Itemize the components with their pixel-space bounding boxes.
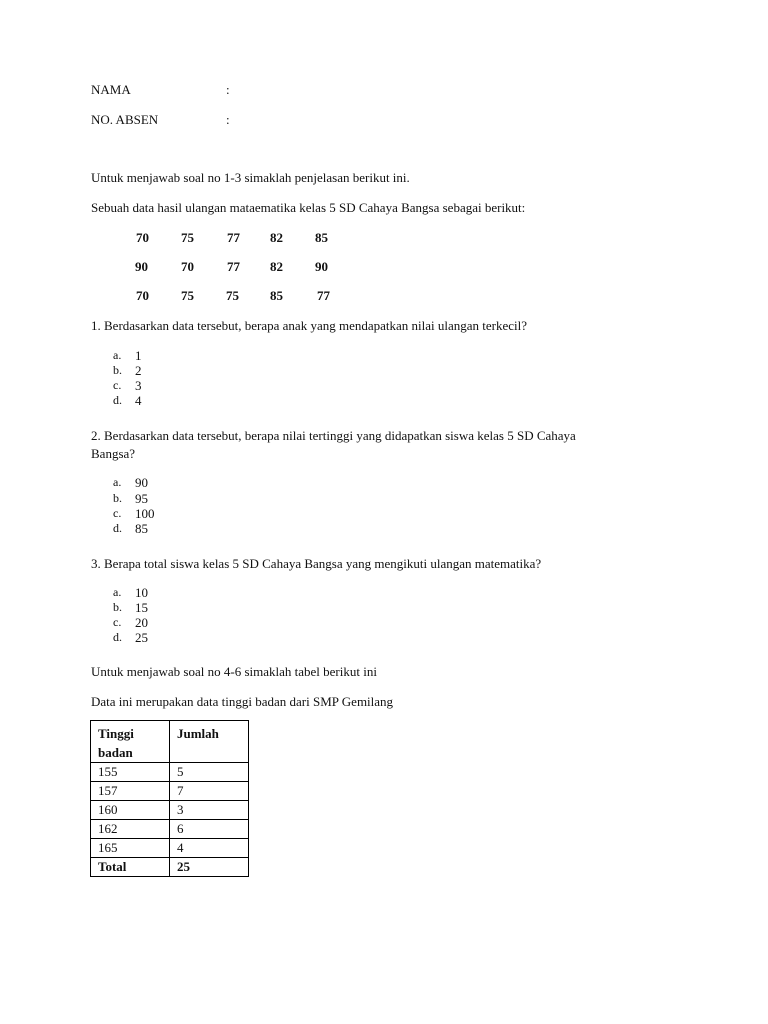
score-cell: 90 bbox=[135, 259, 148, 274]
score-cell: 77 bbox=[227, 230, 240, 245]
score-cell: 82 bbox=[270, 230, 283, 245]
score-cell: 75 bbox=[181, 288, 194, 303]
table-row bbox=[91, 763, 249, 782]
intro-text-2: Sebuah data hasil ulangan mataematika kelas 5 SD Cahaya Bangsa sebagai berikut: bbox=[91, 200, 526, 215]
option-value: 4 bbox=[135, 393, 142, 408]
absen-label: NO. ABSEN bbox=[91, 112, 159, 127]
table-cell: 155 bbox=[91, 763, 170, 782]
option-letter: d. bbox=[113, 521, 122, 535]
table-header-row bbox=[91, 721, 249, 763]
table-header-cell: Jumlah bbox=[170, 721, 249, 763]
option-letter: b. bbox=[113, 491, 122, 505]
score-cell: 77 bbox=[317, 288, 330, 303]
table-footer-row bbox=[91, 858, 249, 877]
score-cell: 75 bbox=[226, 288, 239, 303]
score-cell: 90 bbox=[315, 259, 328, 274]
intro-text-4: Data ini merupakan data tinggi badan dari SMP Gemilang bbox=[91, 694, 394, 709]
option-value: 100 bbox=[135, 506, 155, 521]
intro-text-1: Untuk menjawab soal no 1-3 simaklah penjelasan berikut ini. bbox=[91, 170, 410, 185]
option-letter: d. bbox=[113, 393, 122, 407]
score-cell: 85 bbox=[315, 230, 328, 245]
option-value: 95 bbox=[135, 491, 148, 506]
table-row bbox=[91, 782, 249, 801]
option-letter: d. bbox=[113, 630, 122, 644]
table-cell: 160 bbox=[91, 801, 170, 820]
height-table bbox=[90, 720, 249, 877]
score-cell: 70 bbox=[136, 288, 149, 303]
option-value: 25 bbox=[135, 630, 148, 645]
option-letter: c. bbox=[113, 615, 122, 629]
option-value: 2 bbox=[135, 363, 142, 378]
option-letter: c. bbox=[113, 506, 122, 520]
table-footer-cell: Total bbox=[91, 858, 170, 877]
score-cell: 82 bbox=[270, 259, 283, 274]
table-cell: 162 bbox=[91, 820, 170, 839]
question-1-text: 1. Berdasarkan data tersebut, berapa anak yang mendapatkan nilai ulangan terkecil? bbox=[91, 318, 528, 333]
nama-colon: : bbox=[226, 82, 230, 97]
table-row bbox=[91, 839, 249, 858]
table-cell: 157 bbox=[91, 782, 170, 801]
score-cell: 75 bbox=[181, 230, 194, 245]
table-header-cell: Tinggi badan bbox=[91, 721, 170, 763]
option-value: 90 bbox=[135, 475, 148, 490]
table-cell: 6 bbox=[170, 820, 249, 839]
option-letter: c. bbox=[113, 378, 122, 392]
question-2-text: 2. Berdasarkan data tersebut, berapa nilai tertinggi yang didapatkan siswa kelas 5 SD Cahaya bbox=[91, 428, 576, 443]
table-cell: 4 bbox=[170, 839, 249, 858]
table-cell: 7 bbox=[170, 782, 249, 801]
score-cell: 70 bbox=[181, 259, 194, 274]
table-cell: 3 bbox=[170, 801, 249, 820]
option-letter: a. bbox=[113, 475, 122, 489]
intro-text-3: Untuk menjawab soal no 4-6 simaklah tabel berikut ini bbox=[91, 664, 377, 679]
option-value: 15 bbox=[135, 600, 148, 615]
question-2-text-continued: Bangsa? bbox=[91, 446, 136, 461]
table-cell: 165 bbox=[91, 839, 170, 858]
option-letter: b. bbox=[113, 363, 122, 377]
nama-label: NAMA bbox=[91, 82, 131, 97]
table-row bbox=[91, 820, 249, 839]
option-value: 3 bbox=[135, 378, 142, 393]
score-cell: 85 bbox=[270, 288, 283, 303]
table-footer-cell: 25 bbox=[170, 858, 249, 877]
option-value: 85 bbox=[135, 521, 148, 536]
score-cell: 70 bbox=[136, 230, 149, 245]
question-3-text: 3. Berapa total siswa kelas 5 SD Cahaya Bangsa yang mengikuti ulangan matematika? bbox=[91, 556, 542, 571]
score-cell: 77 bbox=[227, 259, 240, 274]
option-value: 1 bbox=[135, 348, 142, 363]
table-row bbox=[91, 801, 249, 820]
option-letter: b. bbox=[113, 600, 122, 614]
option-letter: a. bbox=[113, 585, 122, 599]
option-value: 20 bbox=[135, 615, 148, 630]
option-letter: a. bbox=[113, 348, 122, 362]
option-value: 10 bbox=[135, 585, 148, 600]
table-cell: 5 bbox=[170, 763, 249, 782]
absen-colon: : bbox=[226, 112, 230, 127]
